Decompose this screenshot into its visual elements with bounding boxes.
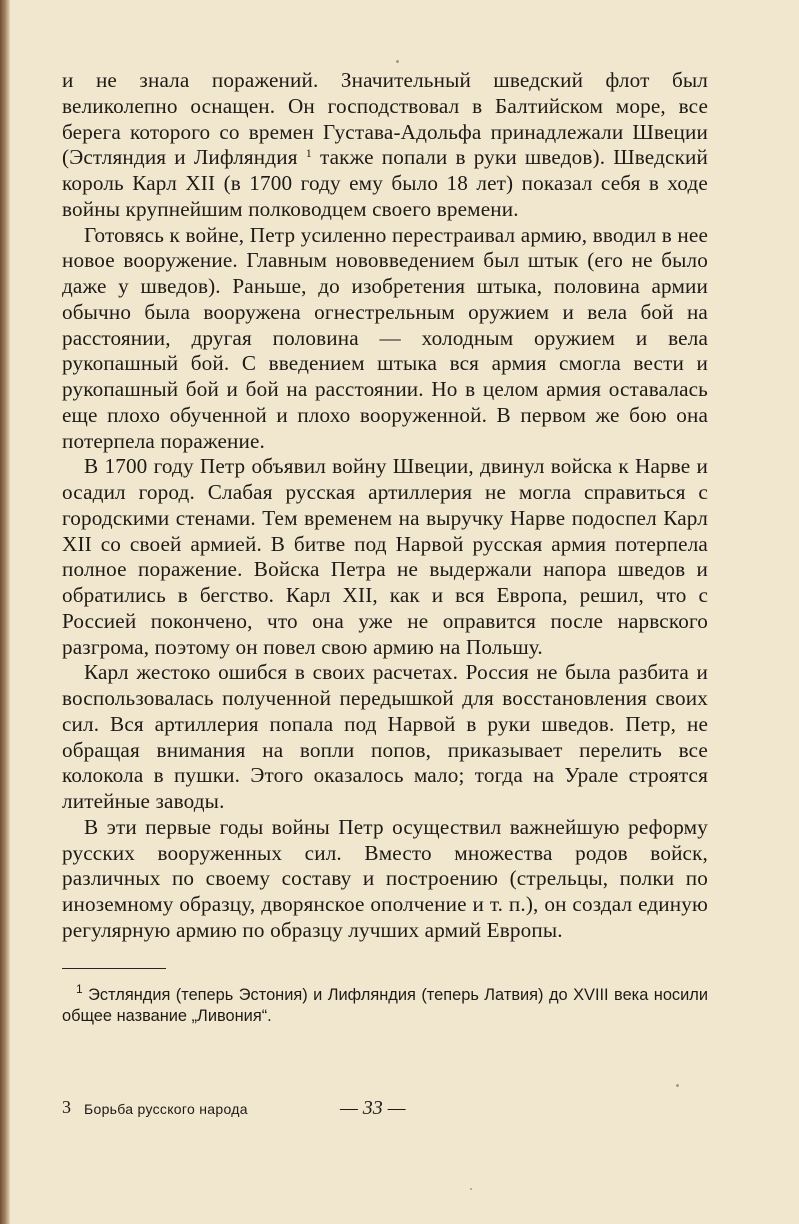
footnote-reference[interactable]: 1	[305, 146, 312, 161]
paragraph-3: В 1700 году Петр объявил войну Швеции, двинул войска к Нарве и осадил город. Слабая русская артиллерия не могла справиться с городскими стенами. Тем временем на выручку Нарве подоспел Карл XII со своей армией. В битве под Нарвой русская армия потерпела полное поражение. Войска Петра не выдержали напора шведов и обратились в бегство. Карл XII, как и вся Европа, решил, что с Россией покончено, что она уже не оправится после нарвского разгрома, поэтому он повел свою армию на Польшу.	[62, 454, 708, 659]
paragraph-1-text: и не знала поражений. Значительный шведский флот был великолепно оснащен. Он господствовал в Балтийском море, все берега которого со времен Густава-Адольфа принадлежали Швеции (Эстляндия и Лифляндия	[62, 68, 708, 170]
signature-title: Борьба русского народа	[84, 1101, 248, 1117]
footnote	[62, 981, 709, 1027]
paper-speck	[396, 60, 399, 63]
page-footer	[62, 1099, 708, 1123]
paper-speck	[470, 1188, 472, 1190]
footnote-divider	[62, 968, 166, 969]
footnote-text: Эстляндия (теперь Эстония) и Лифляндия (теперь Латвия) до XVIII века носили общее название „Ливония“.	[62, 985, 709, 1025]
paragraph-4: Карл жестоко ошибся в своих расчетах. Россия не была разбита и воспользовалась полученной передышкой для восстановления своих сил. Вся артиллерия попала под Нарвой в руки шведов. Петр, не обращая внимания на вопли попов, приказывает перелить все колокола в пушки. Этого оказалось мало; тогда на Урале строятся литейные заводы.	[62, 660, 708, 813]
paragraph-1-tail: также попали в руки шведов). Шведский король Карл XII (в 1700 году ему было 18 лет) показал себя в ходе войны крупнейшим полководцем своего времени.	[62, 145, 708, 221]
footnote-marker: 1	[76, 981, 83, 996]
signature-number: 3	[62, 1097, 71, 1117]
paper-speck	[676, 1084, 679, 1087]
page-number: — 33 —	[340, 1097, 406, 1119]
paragraph-2: Готовясь к войне, Петр усиленно перестраивал армию, вводил в нее новое вооружение. Главным нововведением был штык (его не было даже у шведов). Раньше, до изобретения штыка, половина армии обычно была вооружена огнестрельным оружием и вела бой на расстоянии, другая половина — холодным оружием и вела рукопашный бой. С введением штыка вся армия смогла вести и рукопашный бой и бой на расстоянии. Но в целом армия оставалась еще плохо обученной и плохо вооруженной. В первом же бою она потерпела поражение.	[62, 222, 708, 453]
book-binding-edge	[0, 0, 10, 1224]
page-body	[62, 68, 708, 1027]
paragraph-5: В эти первые годы войны Петр осуществил важнейшую реформу русских вооруженных сил. Вместо множества родов войск, различных по своему составу и построению (стрельцы, полки по иноземному образцу, дворянское ополчение и т. п.), он создал единую регулярную армию по образцу лучших армий Европы.	[62, 814, 708, 942]
paragraph-1	[62, 68, 708, 223]
